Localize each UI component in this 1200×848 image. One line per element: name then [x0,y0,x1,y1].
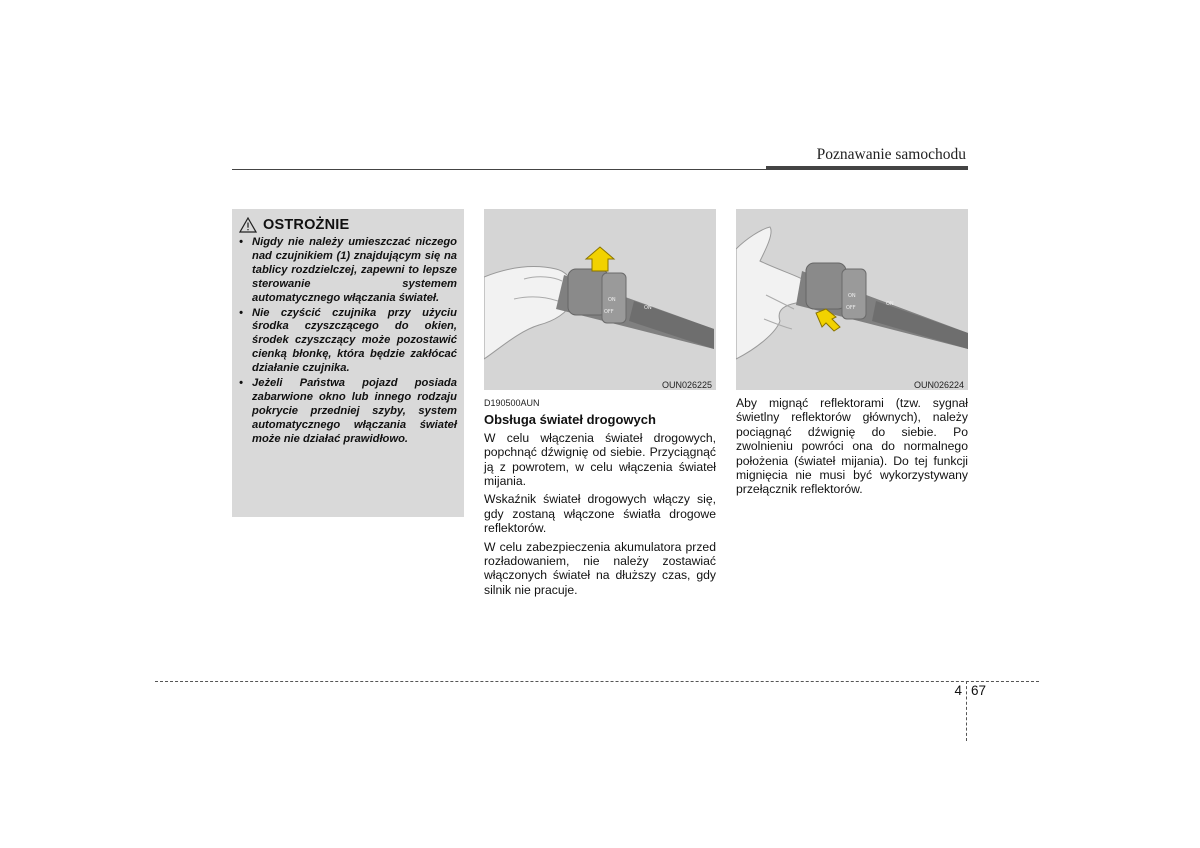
caution-item [239,236,457,306]
caution-item [239,307,457,377]
lever-label-on-2: ON [886,301,894,307]
lever-label-on: ON [848,293,856,299]
chapter-number: 4 [954,683,962,698]
paragraph: W celu włączenia świateł drogowych, popchnąć dźwignię od siebie. Przyciągnąć ją z powrotem, w celu włączenia świateł mijania. [484,430,716,489]
figure-lever-push [484,209,716,390]
footer-divider [966,681,967,741]
figure-code: OUN026224 [913,380,964,390]
caution-header [239,217,457,233]
paragraph: Aby mignąć reflektorami (tzw. sygnał świetlny reflektorów głównych), należy pociągnąć dźwignię do siebie. Po zwolnieniu powróci ona do normalnego położenia (świateł mijania). Do tej funkcji mignięcia nie musi być wykorzystywany przełącznik reflektorów. [736,396,968,497]
bullet: • [239,306,243,319]
caution-item-text: Jeżeli Państwa pojazd posiada zabarwione okno lub innego rodzaju pokrycie przedniej szyby, system automatycznego włączania świateł może nie działać prawidłowo. [252,377,457,445]
figure-lever-pull [736,209,968,390]
paragraph: W celu zabezpieczenia akumulatora przed rozładowaniem, nie należy zostawiać włączonych świateł na dłuższy czas, gdy silnik nie pracuje. [484,539,716,597]
section-flash [736,396,968,501]
lever-label-on: ON [608,297,616,303]
figure-code: OUN026225 [661,380,712,390]
caution-list [239,236,457,447]
lever-label-off: OFF [604,309,614,315]
section-doc-code: D190500AUN [484,398,540,408]
bullet: • [239,377,243,390]
warning-triangle-icon [239,217,257,233]
lever-label-on-2: ON [644,305,652,311]
footer-rule [155,681,1039,682]
lever-pull-illustration [736,209,968,390]
section-title: Obsługa świateł drogowych [484,412,656,428]
caution-item-text: Nigdy nie należy umieszczać niczego nad czujnikiem (1) znajdującym się na tablicy rozdzielczej, zapewni to lepsze sterowanie systemem automatycznego włączania świateł. [252,236,457,304]
lever-label-off: OFF [846,305,856,311]
paragraph: Wskaźnik świateł drogowych włączy się, gdy zostaną włączone światła drogowe reflektorów. [484,492,716,536]
caution-box [232,209,464,517]
header-rule-accent [766,166,968,170]
lever-push-illustration [484,209,716,390]
page-number: 67 [971,683,987,698]
section-high-beam [484,396,716,601]
bullet: • [239,236,243,248]
running-header: Poznawanie samochodu [816,146,966,163]
caution-title: OSTROŻNIE [263,217,350,233]
header-rule [232,169,766,170]
caution-item [239,377,457,447]
caution-item-text: Nie czyścić czujnika przy użyciu środka czyszczącego do okien, środek czyszczący może pozostawić cienką błonkę, która będzie zakłócać działanie czujnika. [252,306,457,375]
